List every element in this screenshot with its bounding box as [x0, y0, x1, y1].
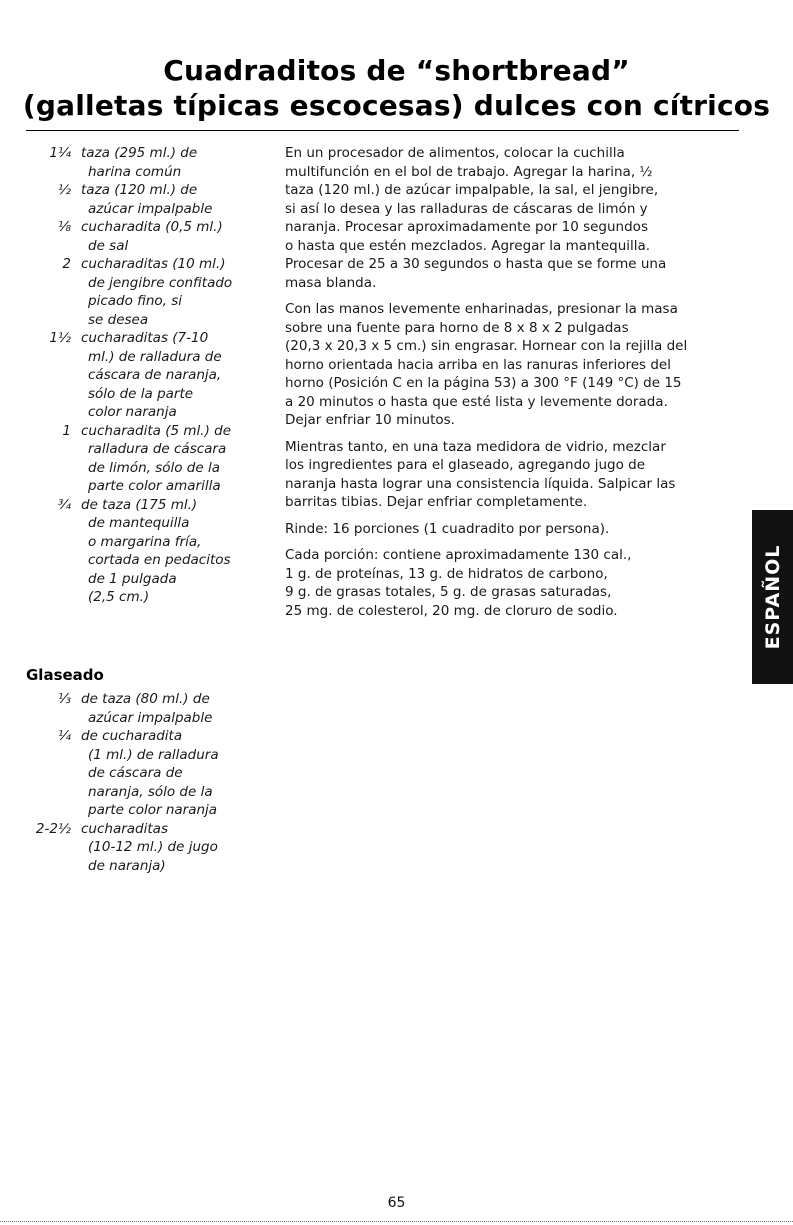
ingredient-text-line: (10-12 ml.) de jugo [88, 839, 218, 855]
language-tab [752, 510, 793, 684]
instruction-paragraph [285, 546, 740, 620]
ingredient-text-line: harina común [88, 163, 182, 180]
ingredient-text-line: cucharadita (5 ml.) de [81, 422, 232, 439]
ingredient-item [26, 727, 276, 820]
instruction-line: masa blanda. [285, 274, 377, 291]
instruction-line: Cada porción: contiene aproximadamente 130 cal., [285, 547, 632, 563]
language-tab-label: ESPAÑOL [761, 544, 784, 650]
instruction-line: barritas tibias. Dejar enfriar completamente. [285, 494, 588, 510]
instruction-paragraph [285, 300, 740, 430]
ingredient-text-line: de sal [88, 237, 129, 254]
glaze-heading: Glaseado [26, 666, 104, 684]
instruction-line: 1 g. de proteínas, 13 g. de hidratos de carbono, [285, 565, 608, 582]
recipe-title-line-2: (galletas típicas escocesas) dulces con cítricos [22, 89, 771, 122]
ingredient-item [26, 255, 276, 329]
ingredient-text-line: cucharaditas (7-10 [81, 330, 209, 346]
instruction-line: Con las manos levemente enharinadas, presionar la masa [285, 301, 678, 317]
ingredient-quantity: ¾ [57, 496, 71, 513]
ingredient-text-line: cucharaditas [81, 820, 168, 837]
title-divider [26, 130, 739, 131]
ingredient-text-line: cucharaditas (10 ml.) [81, 256, 226, 272]
instructions [285, 144, 740, 628]
ingredient-quantity: ½ [57, 182, 71, 198]
instruction-line: horno orientada hacia arriba en las ranuras inferiores del [285, 356, 671, 373]
ingredient-text-line: ralladura de cáscara [88, 441, 227, 457]
page-number: 65 [387, 1195, 406, 1211]
instruction-line: Rinde: 16 porciones (1 cuadradito por persona). [285, 520, 610, 537]
ingredient-text-line: de taza (80 ml.) de [81, 691, 210, 707]
instruction-line: En un procesador de alimentos, colocar la cuchilla [285, 145, 625, 161]
ingredient-quantity: 1½ [49, 330, 71, 346]
ingredient-text-line: cáscara de naranja, [88, 367, 222, 383]
ingredient-text-line: ml.) de ralladura de [88, 348, 222, 365]
ingredient-item [26, 181, 276, 218]
ingredient-text-line: de naranja) [88, 857, 166, 874]
ingredient-text-line: cortada en pedacitos [88, 552, 231, 568]
ingredient-text-line: de limón, sólo de la [88, 459, 221, 476]
instruction-line: multifunción en el bol de trabajo. Agregar la harina, ½ [285, 163, 653, 180]
ingredient-item [26, 690, 276, 727]
instruction-line: los ingredientes para el glaseado, agregando jugo de [285, 457, 646, 473]
ingredient-text-line: color naranja [88, 404, 177, 420]
instruction-line: horno (Posición C en la página 53) a 300 °F (149 °C) de 15 [285, 375, 682, 391]
ingredient-list [26, 144, 276, 607]
ingredient-item [26, 422, 276, 496]
ingredient-quantity: ¼ [57, 728, 71, 744]
glaze-ingredient-list [26, 690, 276, 875]
ingredient-quantity: 1 [62, 422, 71, 439]
ingredient-item [26, 329, 276, 422]
recipe-title-line-1: Cuadraditos de “shortbread” [163, 54, 630, 87]
instruction-paragraph [285, 520, 740, 539]
ingredient-item [26, 144, 276, 181]
instruction-line: si así lo desea y las ralladuras de cáscaras de limón y [285, 200, 648, 217]
ingredient-text-line: azúcar impalpable [88, 709, 213, 726]
ingredient-text-line: taza (120 ml.) de [81, 182, 198, 198]
instruction-line: Dejar enfriar 10 minutos. [285, 412, 455, 428]
instruction-line: taza (120 ml.) de azúcar impalpable, la sal, el jengibre, [285, 182, 659, 198]
instruction-line: 9 g. de grasas totales, 5 g. de grasas saturadas, [285, 584, 612, 600]
instruction-line: a 20 minutos o hasta que esté lista y levemente dorada. [285, 393, 668, 410]
ingredient-text-line: azúcar impalpable [88, 200, 213, 217]
ingredient-text-line: naranja, sólo de la [88, 783, 213, 800]
ingredient-text-line: (1 ml.) de ralladura [88, 746, 219, 763]
ingredient-quantity: 2-2½ [35, 820, 71, 837]
instruction-line: Procesar de 25 a 30 segundos o hasta que se forme una [285, 256, 667, 272]
instruction-paragraph [285, 438, 740, 512]
ingredient-text-line: de taza (175 ml.) [81, 496, 198, 513]
ingredient-quantity: ⅓ [57, 691, 71, 707]
ingredient-item [26, 496, 276, 607]
ingredient-text-line: de 1 pulgada [88, 570, 177, 587]
ingredient-item [26, 820, 276, 876]
bottom-divider [0, 1221, 793, 1222]
recipe-title [0, 54, 793, 124]
instruction-line: naranja hasta lograr una consistencia líquida. Salpicar las [285, 475, 676, 492]
instruction-line: o hasta que estén mezclados. Agregar la mantequilla. [285, 237, 651, 254]
instruction-paragraph [285, 144, 740, 292]
ingredient-text-line: de mantequilla [88, 515, 190, 531]
instruction-line: sobre una fuente para horno de 8 x 8 x 2 pulgadas [285, 319, 629, 336]
ingredient-text-line: taza (295 ml.) de [81, 145, 198, 161]
ingredient-text-line: se desea [88, 311, 149, 328]
ingredient-item [26, 218, 276, 255]
ingredient-quantity: 2 [62, 256, 71, 272]
ingredient-text-line: (2,5 cm.) [88, 589, 150, 605]
ingredient-quantity: ⅛ [57, 219, 71, 235]
instruction-line: naranja. Procesar aproximadamente por 10 segundos [285, 219, 648, 235]
ingredient-text-line: o margarina fría, [88, 533, 202, 550]
ingredient-text-line: picado fino, si [88, 293, 183, 309]
instruction-line: Mientras tanto, en una taza medidora de vidrio, mezclar [285, 438, 666, 455]
ingredient-text-line: parte color naranja [88, 802, 218, 818]
ingredient-quantity: 1¼ [49, 145, 71, 161]
instruction-line: 25 mg. de colesterol, 20 mg. de cloruro de sodio. [285, 602, 618, 619]
ingredient-text-line: sólo de la parte [88, 385, 194, 402]
instruction-line: (20,3 x 20,3 x 5 cm.) sin engrasar. Hornear con la rejilla del [285, 338, 688, 354]
ingredient-text-line: parte color amarilla [88, 478, 221, 494]
ingredient-text-line: de cáscara de [88, 765, 183, 781]
ingredient-text-line: de cucharadita [81, 728, 183, 744]
ingredient-text-line: cucharadita (0,5 ml.) [81, 219, 223, 235]
ingredient-text-line: de jengibre confitado [88, 274, 233, 291]
